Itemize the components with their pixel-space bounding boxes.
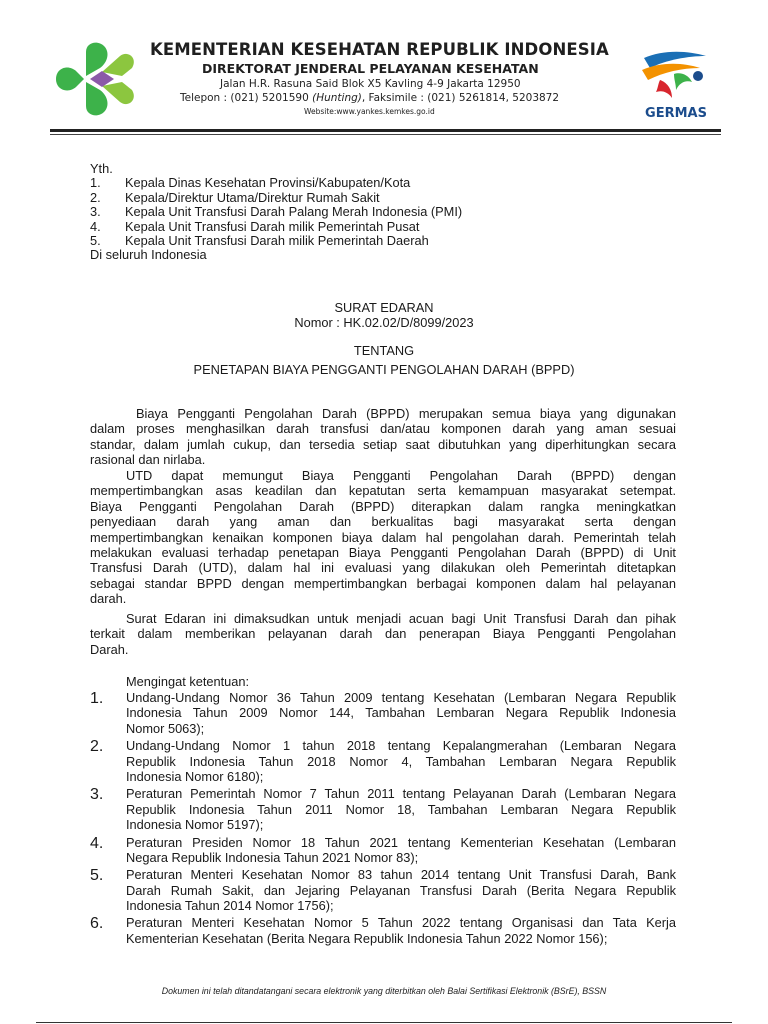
document-title: SURAT EDARAN bbox=[334, 300, 434, 315]
list-item bbox=[90, 786, 676, 832]
paragraph-1 bbox=[90, 406, 676, 468]
paragraph-3 bbox=[90, 611, 676, 657]
paragraph-line: Surat Edaran ini dimaksudkan untuk menjadi acuan bagi Unit Transfusi Darah dan pihak bbox=[126, 611, 676, 626]
list-item bbox=[90, 205, 462, 219]
paragraph-2 bbox=[90, 468, 676, 607]
list-text: Kepala Unit Transfusi Darah milik Pemerintah Daerah bbox=[125, 232, 429, 248]
list-item bbox=[90, 234, 462, 248]
list-number: 3. bbox=[90, 204, 101, 220]
list-line: Republik Indonesia Tahun 2018 Nomor 4, Tambahan Lembaran Negara Republik bbox=[126, 753, 676, 769]
paragraph-line: UTD dapat memungut Biaya Pengganti Pengolahan Darah (BPPD) dengan bbox=[126, 468, 676, 483]
list-item bbox=[90, 220, 462, 234]
germas-logo bbox=[636, 46, 716, 126]
mengingat-list bbox=[90, 690, 676, 946]
paragraph-line: Biaya Pengganti Pengolahan Darah (BPPD) diterapkan dalam rangka meningkatkan bbox=[90, 498, 676, 514]
recipients-yth: Yth. bbox=[90, 161, 113, 176]
list-item bbox=[90, 191, 462, 205]
list-text: Kepala/Direktur Utama/Direktur Rumah Sakit bbox=[125, 189, 380, 205]
paragraph-line: Biaya Pengganti Pengolahan Darah (BPPD) merupakan semua biaya yang digunakan bbox=[136, 406, 676, 421]
paragraph-line: Transfusi Darah (UTD), dalam hal ini evaluasi yang dilakukan oleh Pemerintah ditetapkan bbox=[90, 560, 676, 576]
list-line: Peraturan Menteri Kesehatan Nomor 83 tahun 2014 tentang Unit Transfusi Darah, Bank bbox=[126, 867, 676, 883]
list-text: Kepala Unit Transfusi Darah Palang Merah Indonesia (PMI) bbox=[125, 204, 463, 220]
phone-hunting: (Hunting) bbox=[312, 92, 362, 104]
list-line: Peraturan Pemerintah Nomor 7 Tahun 2011 tentang Pelayanan Darah (Lembaran Negara bbox=[126, 786, 676, 802]
document-subject: PENETAPAN BIAYA PENGGANTI PENGOLAHAN DARAH (BPPD) bbox=[193, 362, 575, 377]
list-line: Indonesia Nomor 6180); bbox=[126, 768, 264, 784]
list-item bbox=[90, 915, 676, 946]
paragraph-line: terkait dalam memberikan pelayanan darah dan penerapan Biaya Pengganti Pengolahan bbox=[90, 626, 676, 642]
paragraph-line: Darah. bbox=[90, 641, 129, 657]
list-line: Undang-Undang Nomor 36 Tahun 2009 tentang Kesehatan (Lembaran Negara Republik bbox=[126, 690, 676, 705]
esignature-note: Dokumen ini telah ditandatangani secara elektronik yang diterbitkan oleh Balai Sertifikasi Elektronik (BSrE), BSSN bbox=[161, 986, 607, 996]
paragraph-line: penyediaan darah yang aman dan berkualitas bagi masyarakat serta dengan bbox=[90, 514, 676, 530]
letterhead bbox=[150, 40, 620, 116]
list-number: 3. bbox=[90, 786, 104, 804]
germas-logo-icon bbox=[636, 46, 716, 106]
paragraph-line: rasional dan nirlaba. bbox=[90, 452, 206, 468]
phone-prefix: Telepon : (021) 5201590 bbox=[180, 92, 313, 104]
phone-suffix: , Faksimile : (021) 5261814, 5203872 bbox=[361, 92, 560, 104]
list-number: 6. bbox=[90, 915, 104, 933]
document-about: TENTANG bbox=[353, 343, 415, 358]
directorate-name: DIREKTORAT JENDERAL PELAYANAN KESEHATAN bbox=[202, 61, 539, 76]
list-line: Nomor 5063); bbox=[126, 720, 205, 736]
letterhead-divider-thin bbox=[50, 134, 721, 135]
list-line: Darah Rumah Sakit, dan Jejaring Pelayanan Transfusi Darah (Berita Negara Republik bbox=[126, 882, 676, 898]
list-line: Kementerian Kesehatan (Berita Negara Republik Indonesia Tahun 2022 Nomor 156); bbox=[126, 930, 608, 946]
list-line: Peraturan Menteri Kesehatan Nomor 5 Tahun 2022 tentang Organisasi dan Tata Kerja bbox=[126, 915, 676, 931]
recipients bbox=[90, 162, 462, 263]
list-line: Indonesia Tahun 2014 Nomor 1756); bbox=[126, 898, 334, 914]
list-item bbox=[90, 176, 462, 190]
germas-label: GERMAS bbox=[645, 106, 707, 121]
list-number: 2. bbox=[90, 189, 101, 205]
document-number: Nomor : HK.02.02/D/8099/2023 bbox=[294, 315, 474, 330]
paragraph-line: melakukan evaluasi terhadap penetapan Biaya Pengganti Pengolahan Darah (BPPD) di Unit bbox=[90, 544, 676, 560]
list-number: 1. bbox=[90, 690, 104, 707]
list-number: 5. bbox=[90, 867, 104, 885]
list-text: Kepala Dinas Kesehatan Provinsi/Kabupaten/Kota bbox=[125, 175, 411, 191]
list-line: Republik Indonesia Tahun 2011 Nomor 18, Tambahan Lembaran Negara Republik bbox=[126, 801, 676, 817]
kemenkes-logo-icon bbox=[50, 38, 140, 120]
paragraph-line: mempertimbangkan asas keadilan dan kepatutan serta kemampuan masyarakat setempat. bbox=[90, 483, 676, 499]
footer-divider bbox=[36, 1022, 732, 1023]
list-number: 4. bbox=[90, 218, 101, 234]
list-item bbox=[90, 690, 676, 736]
list-item bbox=[90, 867, 676, 913]
website: Website:www.yankes.kemkes.go.id bbox=[304, 107, 435, 116]
list-number: 5. bbox=[90, 232, 101, 248]
paragraph-line: mempertimbangkan kenaikan komponen biaya dalam hal pengolahan darah. Pemerintah telah bbox=[90, 529, 676, 545]
paragraph-line: sebagai standar BPPD dengan mempertimbangkan berbagai komponen dalam hal pelayanan bbox=[90, 575, 676, 591]
address: Jalan H.R. Rasuna Said Blok X5 Kavling 4-9 Jakarta 12950 bbox=[220, 78, 521, 90]
recipients-closing: Di seluruh Indonesia bbox=[90, 247, 207, 263]
ministry-name: KEMENTERIAN KESEHATAN REPUBLIK INDONESIA bbox=[150, 40, 609, 59]
paragraph-line: dalam proses menghasilkan darah transfusi dan/atau komponen darah yang aman sesuai bbox=[90, 421, 676, 437]
list-number: 2. bbox=[90, 738, 104, 756]
letterhead-divider-thick bbox=[50, 129, 721, 132]
list-line: Negara Republik Indonesia Tahun 2021 Nomor 83); bbox=[126, 849, 419, 865]
paragraph-line: darah. bbox=[90, 591, 127, 607]
list-text: Kepala Unit Transfusi Darah milik Pemerintah Pusat bbox=[125, 218, 420, 234]
list-item bbox=[90, 835, 676, 866]
list-line: Undang-Undang Nomor 1 tahun 2018 tentang Kepalangmerahan (Lembaran Negara bbox=[126, 738, 676, 754]
list-number: 4. bbox=[90, 834, 104, 852]
list-line: Indonesia Tahun 2009 Nomor 144, Tambahan Lembaran Negara Republik Indonesia bbox=[126, 705, 676, 721]
list-item bbox=[90, 738, 676, 784]
list-line: Indonesia Nomor 5197); bbox=[126, 817, 264, 833]
list-number: 1. bbox=[90, 175, 101, 191]
list-line: Peraturan Presiden Nomor 18 Tahun 2021 tentang Kementerian Kesehatan (Lembaran bbox=[126, 834, 676, 850]
mengingat-intro: Mengingat ketentuan: bbox=[126, 674, 250, 689]
paragraph-line: standar, dalam jumlah cukup, dan tersedia setiap saat dibutuhkan yang diperhitungkan secara bbox=[90, 436, 676, 452]
phone-fax bbox=[180, 92, 620, 104]
